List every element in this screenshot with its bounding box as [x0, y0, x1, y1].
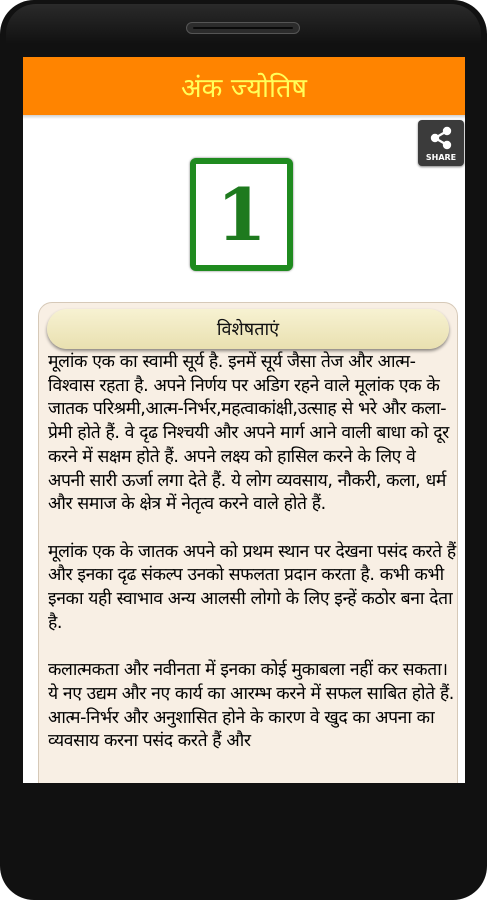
paragraph: कलात्मकता और नवीनता में इनका कोई मुकाबला नहीं कर सकता। ये नए उद्यम और नए कार्य का आरम्भ करने में सफल साबित होते हैं. आत्म-निर्भर और अनुशासित होने के कारण वे खुद का अपना का व्यवसाय करना पसंद करते हैं और: [48, 660, 454, 752]
share-icon: [428, 125, 454, 151]
card-header-title: विशेषताएं: [216, 319, 280, 340]
app-bar: [23, 57, 465, 115]
number-badge: [190, 158, 293, 271]
navigation-bar: [23, 783, 465, 844]
paragraph: मूलांक एक का स्वामी सूर्य है. इनमें सूर्य जैसा तेज और आत्म-विश्वास रहता है. अपने निर्णय पर अडिग रहने वाले मूलांक एक के जातक परिश्रमी,आत्म-निर्भर,महत्वाकांक्षी,उत्साह से भरे और कला-प्रेमी होते हैं. वे दृढ निश्चयी और अपने मार्ग आने वाली बाधा को दूर करने में सक्षम होते हैं. अपने लक्ष्य को हासिल करने के लिए वे अपनी सारी ऊर्जा लगा देते हैं. ये लोग व्यवसाय, नौकरी, कला, धर्म और समाज के क्षेत्र में नेतृत्व करने वाले होते हैं.: [48, 352, 449, 515]
number-value: 1: [216, 171, 267, 257]
phone-speaker: [186, 22, 300, 34]
card-header: [47, 309, 449, 349]
app-bar-shadow: [23, 115, 465, 119]
characteristics-card: [38, 302, 458, 844]
app-title: अंक ज्योतिष: [180, 72, 308, 104]
share-label: SHARE: [425, 153, 457, 162]
app-screen: [23, 57, 465, 844]
card-content[interactable]: [48, 351, 456, 754]
share-button[interactable]: [418, 120, 464, 166]
paragraph: मूलांक एक के जातक अपने को प्रथम स्थान पर देखना पसंद करते हैं और इनका दृढ संकल्प उनको सफलता प्रदान करता है. कभी कभी इनका यही स्वाभाव अन्य आलसी लोगो के लिए इन्हें कठोर बना देता है.: [48, 541, 456, 633]
